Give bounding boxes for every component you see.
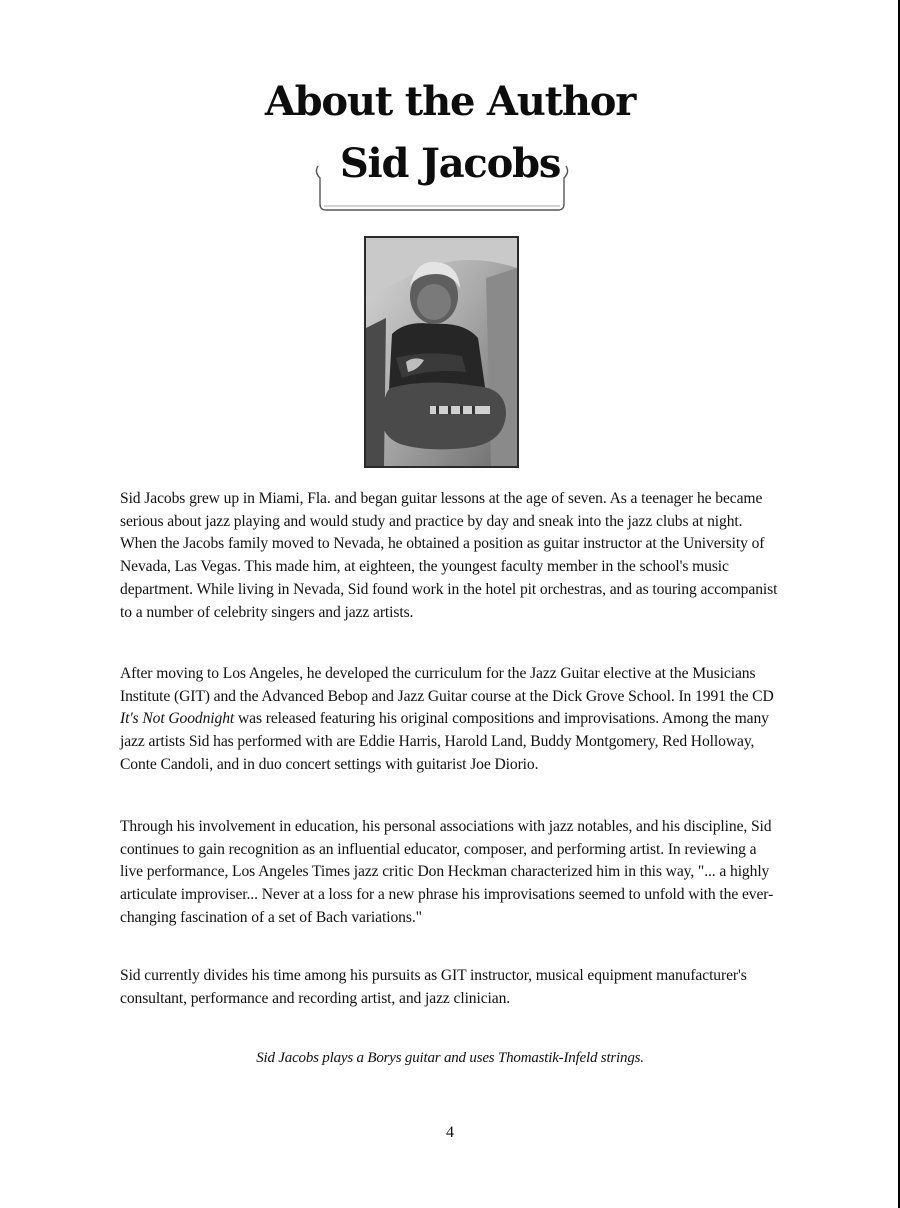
endorsement-credit: Sid Jacobs plays a Borys guitar and uses Thomastik-Infeld strings. [256, 1050, 644, 1066]
bio-paragraph-4-text: Sid currently divides his time among his pursuits as GIT instructor, musical equipment manufacturer's consultant, performance and recording artist, and jazz clinician. [120, 967, 747, 1007]
bio-paragraph-2-part-2: was released featuring his original compositions and improvisations. Among the many jazz artists Sid has performed with are Eddie Harris, Harold Land, Buddy Montgomery, Red Holloway, Conte Candoli, and in duo concert settings with guitarist Joe Diorio. [120, 710, 769, 773]
bio-paragraph-3 [120, 816, 780, 930]
cd-title: It's Not Goodnight [120, 710, 235, 728]
bio-paragraph-4 [120, 965, 780, 1010]
page-title: About the Author [264, 78, 636, 125]
author-portrait-image [366, 238, 517, 466]
author-photo [364, 236, 519, 468]
bio-paragraph-1-text: Sid Jacobs grew up in Miami, Fla. and began guitar lessons at the age of seven. As a teenager he became serious about jazz playing and would study and practice by day and sneak into the jazz clubs at night. When the Jacobs family moved to Nevada, he obtained a position as guitar instructor at the University of Nevada, Las Vegas. This made him, at eighteen, the youngest faculty member in the school's music department. While living in Nevada, Sid found work in the hotel pit orchestras, and as touring accompanist to a number of celebrity singers and jazz artists. [120, 490, 778, 621]
title-bracket-ornament [312, 164, 572, 214]
author-name: Sid Jacobs [339, 140, 561, 187]
bio-paragraph-2 [120, 663, 780, 777]
bio-paragraph-2-part-1: After moving to Los Angeles, he developed the curriculum for the Jazz Guitar elective at the Musicians Institute (GIT) and the Advanced Bebop and Jazz Guitar course at the Dick Grove School. In 1991 the CD [120, 665, 774, 705]
bio-paragraph-2-text [120, 663, 780, 777]
page-number: 4 [446, 1124, 454, 1141]
bio-paragraph-3-text: Through his involvement in education, his personal associations with jazz notables, and his discipline, Sid continues to gain recognition as an influential educator, composer, and performing artist. In reviewing a live performance, Los Angeles Times jazz critic Don Heckman characterized him in this way, "... a highly articulate improviser... Never at a loss for a new phrase his improvisations seemed to unfold with the ever-changing fascination of a set of Bach variations." [120, 818, 774, 926]
bio-paragraph-1 [120, 488, 780, 624]
